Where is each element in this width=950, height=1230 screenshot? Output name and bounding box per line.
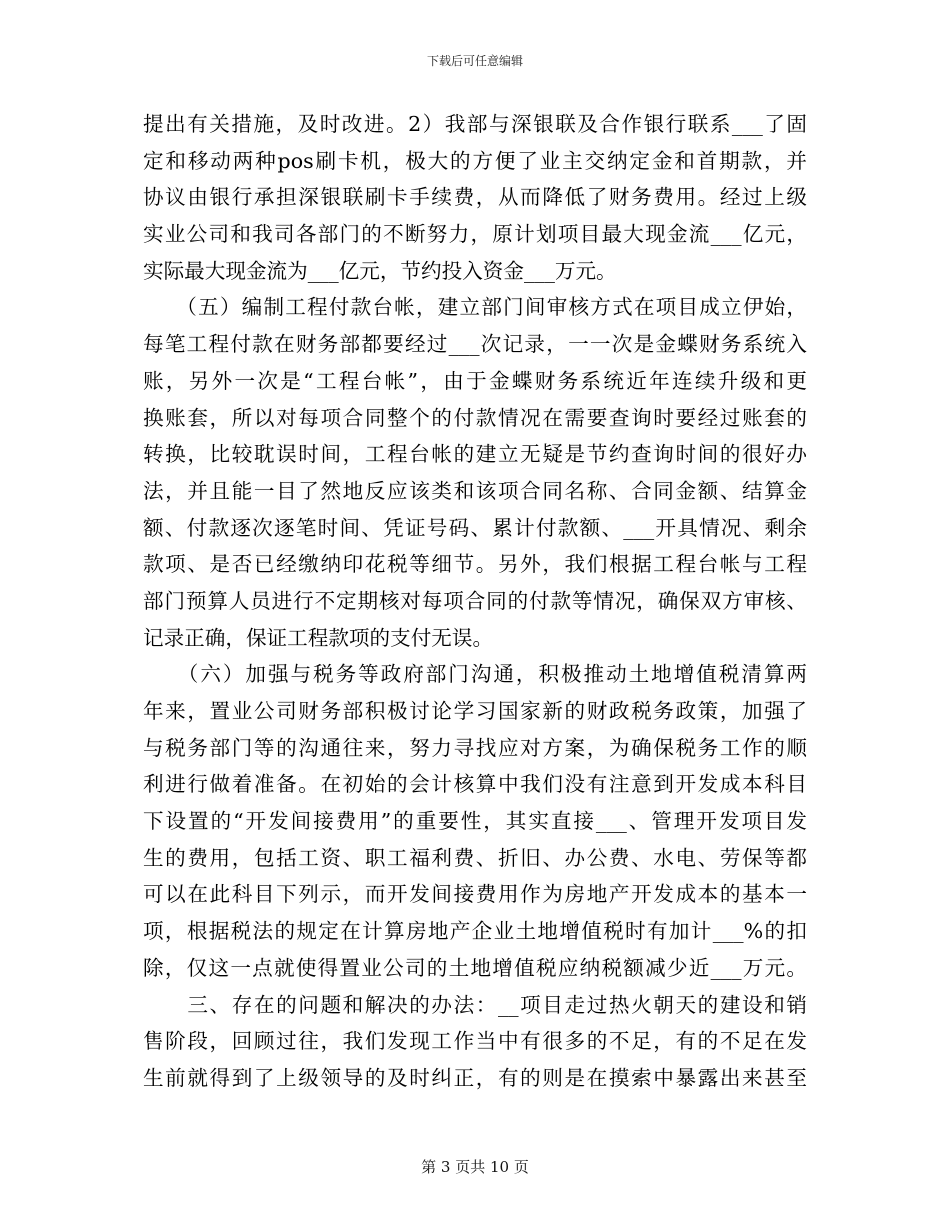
text-line: 实际最大现金流为___亿元，节约投入资金___万元。 xyxy=(143,258,617,283)
text-line: 法，并且能一目了然地反应该类和该项合同名称、合同金额、结算金 xyxy=(143,478,807,503)
text-line: （六）加强与税务等政府部门沟通，积极推动土地增值税清算两 xyxy=(143,662,807,687)
text-line: 生的费用，包括工资、职工福利费、折旧、办公费、水电、劳保等都 xyxy=(143,845,807,870)
text-line: 项，根据税法的规定在计算房地产企业土地增值税时有加计___%的扣 xyxy=(143,919,807,944)
text-line: 定和移动两种pos刷卡机，极大的方便了业主交纳定金和首期款，并 xyxy=(143,148,807,173)
text-line: 每笔工程付款在财务部都要经过___次记录，一一次是金蝶财务系统入 xyxy=(143,332,807,357)
text-line: 部门预算人员进行不定期核对每项合同的付款等情况，确保双方审核、 xyxy=(143,588,807,613)
text-line: 提出有关措施，及时改进。2）我部与深银联及合作银行联系___了固 xyxy=(143,112,807,136)
text-line: 下设置的“开发间接费用”的重要性，其实直接___、管理开发项目发 xyxy=(143,809,807,834)
document-body xyxy=(143,106,807,1097)
text-line: 除，仅这一点就使得置业公司的土地增值税应纳税额减少近___万元。 xyxy=(143,955,807,980)
text-line: 款项、是否已经缴纳印花税等细节。另外，我们根据工程台帐与工程 xyxy=(143,552,807,577)
text-line: 账，另外一次是“工程台帐”，由于金蝶财务系统近年连续升级和更 xyxy=(143,368,807,393)
page-header: 下载后可任意编辑 xyxy=(426,54,523,68)
text-line: 三、存在的问题和解决的办法：__项目走过热火朝天的建设和销 xyxy=(143,992,807,1017)
text-line: 售阶段，回顾过往，我们发现工作当中有很多的不足，有的不足在发 xyxy=(143,1029,807,1054)
text-line: 额、付款逐次逐笔时间、凭证号码、累计付款额、___开具情况、剩余 xyxy=(143,515,807,540)
text-line: 转换，比较耽误时间，工程台帐的建立无疑是节约查询时间的很好办 xyxy=(143,442,807,467)
text-line: 利进行做着准备。在初始的会计核算中我们没有注意到开发成本科目 xyxy=(143,772,807,797)
text-line: 换账套，所以对每项合同整个的付款情况在需要查询时要经过账套的 xyxy=(143,405,807,430)
text-line: （五）编制工程付款台帐，建立部门间审核方式在项目成立伊始， xyxy=(143,295,807,320)
text-line: 实业公司和我司各部门的不断努力，原计划项目最大现金流___亿元， xyxy=(143,222,807,247)
text-line: 年来，置业公司财务部积极讨论学习国家新的财政税务政策，加强了 xyxy=(143,699,807,723)
text-line: 可以在此科目下列示，而开发间接费用作为房地产开发成本的基本一 xyxy=(143,882,807,907)
text-line: 生前就得到了上级领导的及时纠正，有的则是在摸索中暴露出来甚至 xyxy=(143,1065,807,1090)
page-number: 第 3 页共 10 页 xyxy=(421,1158,529,1176)
text-line: 协议由银行承担深银联刷卡手续费，从而降低了财务费用。经过上级 xyxy=(143,185,807,210)
text-line: 与税务部门等的沟通往来，努力寻找应对方案，为确保税务工作的顺 xyxy=(143,735,807,760)
text-line: 记录正确，保证工程款项的支付无误。 xyxy=(143,625,494,650)
